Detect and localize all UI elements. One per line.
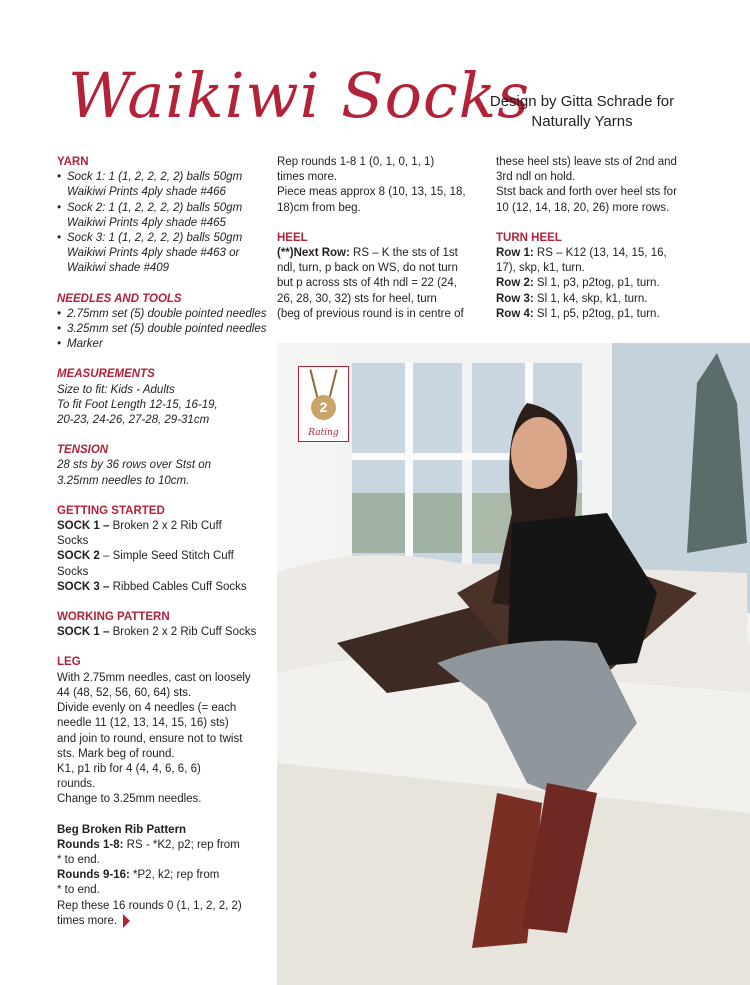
leg-line: sts. Mark beg of round. <box>57 747 175 760</box>
sock-2-cont: Socks <box>57 565 89 578</box>
sock-2-label: SOCK 2 <box>57 550 100 563</box>
heel-line: but p across sts of 4th ndl = 22 (24, <box>277 277 457 290</box>
leg-line: With 2.75mm needles, cast on loosely <box>57 671 251 684</box>
yarn-item-3-line-1: • Sock 3: 1 (1, 2, 2, 2, 2) balls 50gm <box>67 232 243 245</box>
yarn-item-1-line-2: Waikiwi Prints 4ply shade #466 <box>67 186 226 199</box>
turn-heel-heading: TURN HEEL <box>496 231 562 244</box>
row-3-text: Sl 1, k4, skp, k1, turn. <box>533 292 648 305</box>
yarn-item-1 <box>57 170 269 200</box>
sock-2-text: – Simple Seed Stitch Cuff <box>99 550 234 563</box>
row-3-label: Row 3: <box>496 292 534 305</box>
sock-1-text: Broken 2 x 2 Rib Cuff <box>109 520 222 533</box>
page-title: Waikiwi Socks <box>68 59 531 132</box>
tension-line-2: 3.25mm needles to 10cm. <box>57 474 190 487</box>
byline-line-1: Design by Gitta Schrade for <box>489 93 675 110</box>
needles-item-2: • 3.25mm set (5) double pointed needles <box>57 322 269 337</box>
yarn-item-3 <box>57 231 269 277</box>
yarn-item-2 <box>57 201 269 231</box>
turn-heel-row-3 <box>496 292 708 307</box>
needles-item-3: • Marker <box>57 337 269 352</box>
turn-heel-row-1 <box>496 246 708 261</box>
working-pattern-line <box>57 625 269 640</box>
row-1-text: RS – K12 (13, 14, 15, 16, <box>533 247 667 260</box>
sock-3-line <box>57 580 269 595</box>
needles-item-1: • 2.75mm set (5) double pointed needles <box>57 307 269 322</box>
rounds-1-8-label: Rounds 1-8: <box>57 838 124 851</box>
measurements-heading: MEASUREMENTS <box>57 368 155 381</box>
rounds-9-16-label: Rounds 9-16: <box>57 869 130 882</box>
byline <box>462 92 702 132</box>
rounds-9-16-text: *P2, k2; rep from <box>129 869 220 882</box>
tension-line-1: 28 sts by 36 rows over Stst on <box>57 459 212 472</box>
leg-line: 44 (48, 52, 56, 60, 64) sts. <box>57 686 192 699</box>
rounds-9-16-cont: * to end. <box>57 884 100 897</box>
row-2-label: Row 2: <box>496 277 534 290</box>
yarn-list <box>57 170 269 276</box>
continue-arrow-icon <box>123 914 130 928</box>
yarn-item-1-line-1: • Sock 1: 1 (1, 2, 2, 2, 2) balls 50gm <box>67 171 243 184</box>
repeat-line-1: Rep these 16 rounds 0 (1, 1, 2, 2, 2) <box>57 899 242 912</box>
heel-heading: HEEL <box>277 231 308 244</box>
measurements-line-3: 20-23, 24-26, 27-28, 29-31cm <box>57 414 210 427</box>
column-2 <box>277 155 482 322</box>
sock-1-cont: Socks <box>57 535 89 548</box>
rounds-1-8-text: RS - *K2, p2; rep from <box>123 838 240 851</box>
yarn-item-2-line-1: • Sock 2: 1 (1, 2, 2, 2, 2) balls 50gm <box>67 201 243 214</box>
heel-next-row-label: (**)Next Row: <box>277 247 350 260</box>
heel-next-row <box>277 246 482 261</box>
yarn-ball-icon: 2 <box>311 395 336 420</box>
leg-line: Change to 3.25mm needles. <box>57 793 202 806</box>
row-4-text: Sl 1, p5, p2tog, p1, turn. <box>533 307 660 320</box>
rep-rounds-line: 18)cm from beg. <box>277 201 361 214</box>
rounds-9-16-line <box>57 868 269 883</box>
leg-heading: LEG <box>57 656 81 669</box>
needle-icon <box>309 369 318 399</box>
working-pattern-heading: WORKING PATTERN <box>57 611 170 624</box>
measurements-line-1: Size to fit: Kids - Adults <box>57 383 175 396</box>
needle-icon <box>328 369 337 399</box>
working-pattern-label: SOCK 1 – <box>57 626 110 639</box>
leg-text <box>57 671 269 808</box>
leg-line: and join to round, ensure not to twist <box>57 732 243 745</box>
needles-heading: NEEDLES AND TOOLS <box>57 292 182 305</box>
rating-badge <box>298 366 349 442</box>
repeat-line-2 <box>57 914 269 929</box>
getting-started-heading: GETTING STARTED <box>57 504 165 517</box>
rep-rounds-line: Piece meas approx 8 (10, 13, 15, 18, <box>277 186 466 199</box>
heel-cont-line: 10 (12, 14, 18, 20, 26) more rows. <box>496 201 670 214</box>
rating-label: Rating <box>308 428 339 438</box>
sock-1-line <box>57 519 269 534</box>
measurements-line-2: To fit Foot Length 12-15, 16-19, <box>57 398 218 411</box>
sock-1-label: SOCK 1 – <box>57 520 110 533</box>
byline-line-2: Naturally Yarns <box>531 113 633 130</box>
leg-line: K1, p1 rib for 4 (4, 4, 6, 6, 6) <box>57 762 201 775</box>
heel-line: 26, 28, 30, 32) sts for heel, turn <box>277 292 437 305</box>
measurements-text <box>57 383 269 429</box>
heel-cont-line: these heel sts) leave sts of 2nd and <box>496 156 677 168</box>
rounds-1-8-cont: * to end. <box>57 853 100 866</box>
leg-line: rounds. <box>57 778 96 791</box>
turn-heel-row-4 <box>496 307 708 322</box>
sock-3-label: SOCK 3 – <box>57 580 110 593</box>
heel-line: (beg of previous round is in centre of <box>277 307 464 320</box>
row-4-label: Row 4: <box>496 307 534 320</box>
heel-cont-line: Stst back and forth over heel sts for <box>496 186 677 199</box>
tension-heading: TENSION <box>57 444 109 457</box>
yarn-heading: YARN <box>57 156 89 168</box>
rep-rounds-line: Rep rounds 1-8 1 (0, 1, 0, 1, 1) <box>277 156 435 168</box>
column-1 <box>57 155 269 929</box>
turn-heel-row-1-cont: 17), skp, k1, turn. <box>496 262 585 275</box>
leg-line: needle 11 (12, 13, 14, 15, 16) sts) <box>57 717 229 730</box>
yarn-item-2-line-2: Waikiwi Prints 4ply shade #465 <box>67 216 226 229</box>
working-pattern-text: Broken 2 x 2 Rib Cuff Socks <box>109 626 257 639</box>
sock-3-text: Ribbed Cables Cuff Socks <box>109 580 247 593</box>
heel-next-row-text: RS – K the sts of 1st <box>349 247 458 260</box>
row-2-text: Sl 1, p3, p2tog, p1, turn. <box>533 277 660 290</box>
sock-2-line <box>57 549 269 564</box>
broken-rib-heading: Beg Broken Rib Pattern <box>57 823 187 836</box>
turn-heel-row-2 <box>496 276 708 291</box>
needles-list <box>57 307 269 353</box>
repeat-line-2-text: times more. <box>57 914 118 927</box>
heel-line: ndl, turn, p back on WS, do not turn <box>277 262 458 275</box>
yarn-item-3-line-3: Waikiwi shade #409 <box>67 262 170 275</box>
heel-cont-line: 3rd ndl on hold. <box>496 171 576 184</box>
rounds-1-8-line <box>57 838 269 853</box>
yarn-item-3-line-2: Waikiwi Prints 4ply shade #463 or <box>67 247 240 260</box>
column-3 <box>496 155 708 322</box>
rep-rounds-line: times more. <box>277 171 338 184</box>
leg-line: Divide evenly on 4 needles (= each <box>57 702 237 715</box>
tension-text <box>57 458 269 488</box>
row-1-label: Row 1: <box>496 247 534 260</box>
